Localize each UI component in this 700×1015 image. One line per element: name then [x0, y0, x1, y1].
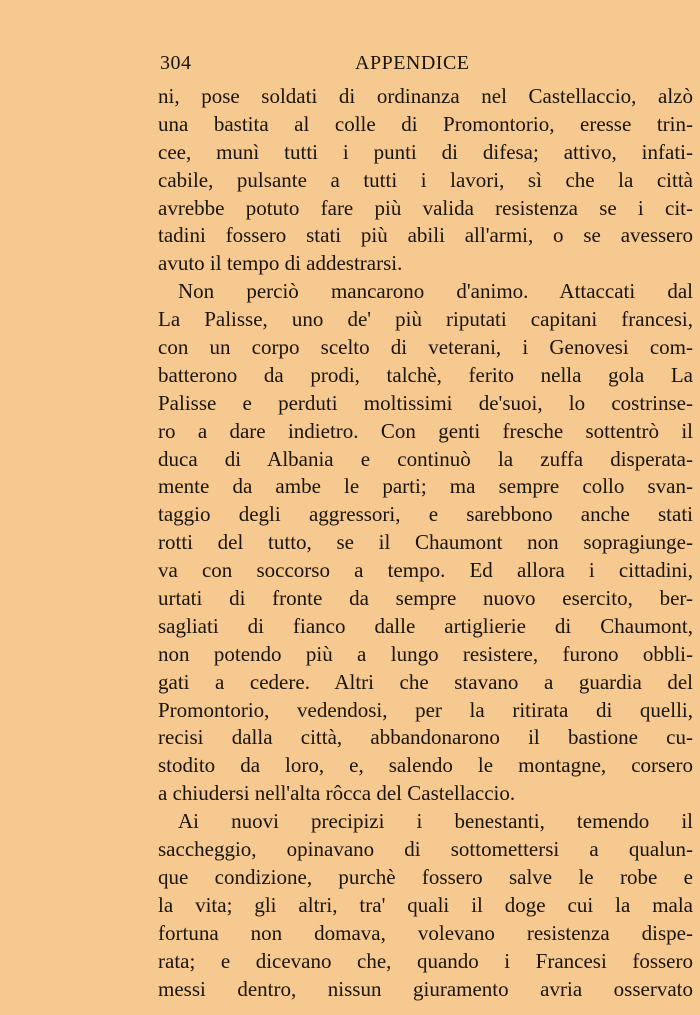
text-line: Non perciò mancarono d'animo. Attaccati dal	[178, 279, 693, 304]
text-line: cee, munì tutti i punti di difesa; attivo, infati-	[158, 139, 693, 164]
text-line: rotti del tutto, se il Chaumont non sopragiunge-	[158, 530, 693, 555]
text-line: Promontorio, vedendosi, per la ritirata di quelli,	[158, 697, 693, 722]
page-header	[160, 52, 548, 82]
body-text	[158, 83, 693, 1003]
text-line: mente da ambe le parti; ma sempre collo svan-	[158, 474, 693, 499]
text-line: tadini fossero stati più abili all'armi, o se avessero	[158, 223, 693, 248]
text-line: a chiudersi nell'alta rôcca del Castellaccio.	[158, 781, 516, 806]
text-line: ni, pose soldati di ordinanza nel Castellaccio, alzò	[158, 84, 693, 108]
text-line: Ai nuovi precipizi i benestanti, temendo il	[178, 809, 693, 834]
text-line: urtati di fronte da sempre nuovo esercito, ber-	[158, 586, 693, 611]
text-line: messi dentro, nissun giuramento avria osservato	[158, 976, 693, 1001]
text-line: Palisse e perduti moltissimi de'suoi, lo costrinse-	[158, 390, 693, 415]
text-line: non potendo più a lungo resistere, furono obbli-	[158, 641, 693, 666]
text-line: duca di Albania e continuò la zuffa disperata-	[158, 446, 693, 471]
text-line: va con soccorso a tempo. Ed allora i cittadini,	[158, 558, 693, 583]
text-line: ro a dare indietro. Con genti fresche sottentrò il	[158, 418, 693, 443]
text-line: sagliati di fianco dalle artiglierie di Chaumont,	[158, 613, 693, 638]
running-title: APPENDICE	[355, 52, 470, 74]
text-line: fortuna non domava, volevano resistenza dispe-	[158, 920, 693, 945]
text-line: con un corpo scelto di veterani, i Genovesi com-	[158, 335, 693, 360]
text-line: saccheggio, opinavano di sottomettersi a qualun-	[158, 837, 693, 862]
text-line: recisi dalla città, abbandonarono il bastione cu-	[158, 725, 693, 750]
text-line: La Palisse, uno de' più riputati capitani francesi,	[158, 307, 693, 332]
text-line: stodito da loro, e, salendo le montagne, corsero	[158, 753, 693, 778]
text-line: gati a cedere. Altri che stavano a guardia del	[158, 669, 693, 694]
text-line: avrebbe potuto fare più valida resistenza se i cit-	[158, 195, 693, 220]
text-line: la vita; gli altri, tra' quali il doge cui la mala	[158, 892, 693, 917]
page-number: 304	[160, 52, 192, 74]
text-line: una bastita al colle di Promontorio, eresse trin-	[158, 111, 693, 136]
text-line: taggio degli aggressori, e sarebbono anche stati	[158, 502, 693, 527]
text-line: avuto il tempo di addestrarsi.	[158, 251, 403, 276]
text-line: cabile, pulsante a tutti i lavori, sì che la città	[158, 167, 693, 192]
text-line: rata; e dicevano che, quando i Francesi fossero	[158, 948, 693, 973]
text-line: batterono da prodi, talchè, ferito nella gola La	[158, 362, 693, 387]
text-line: que condizione, purchè fossero salve le robe e	[158, 864, 693, 889]
